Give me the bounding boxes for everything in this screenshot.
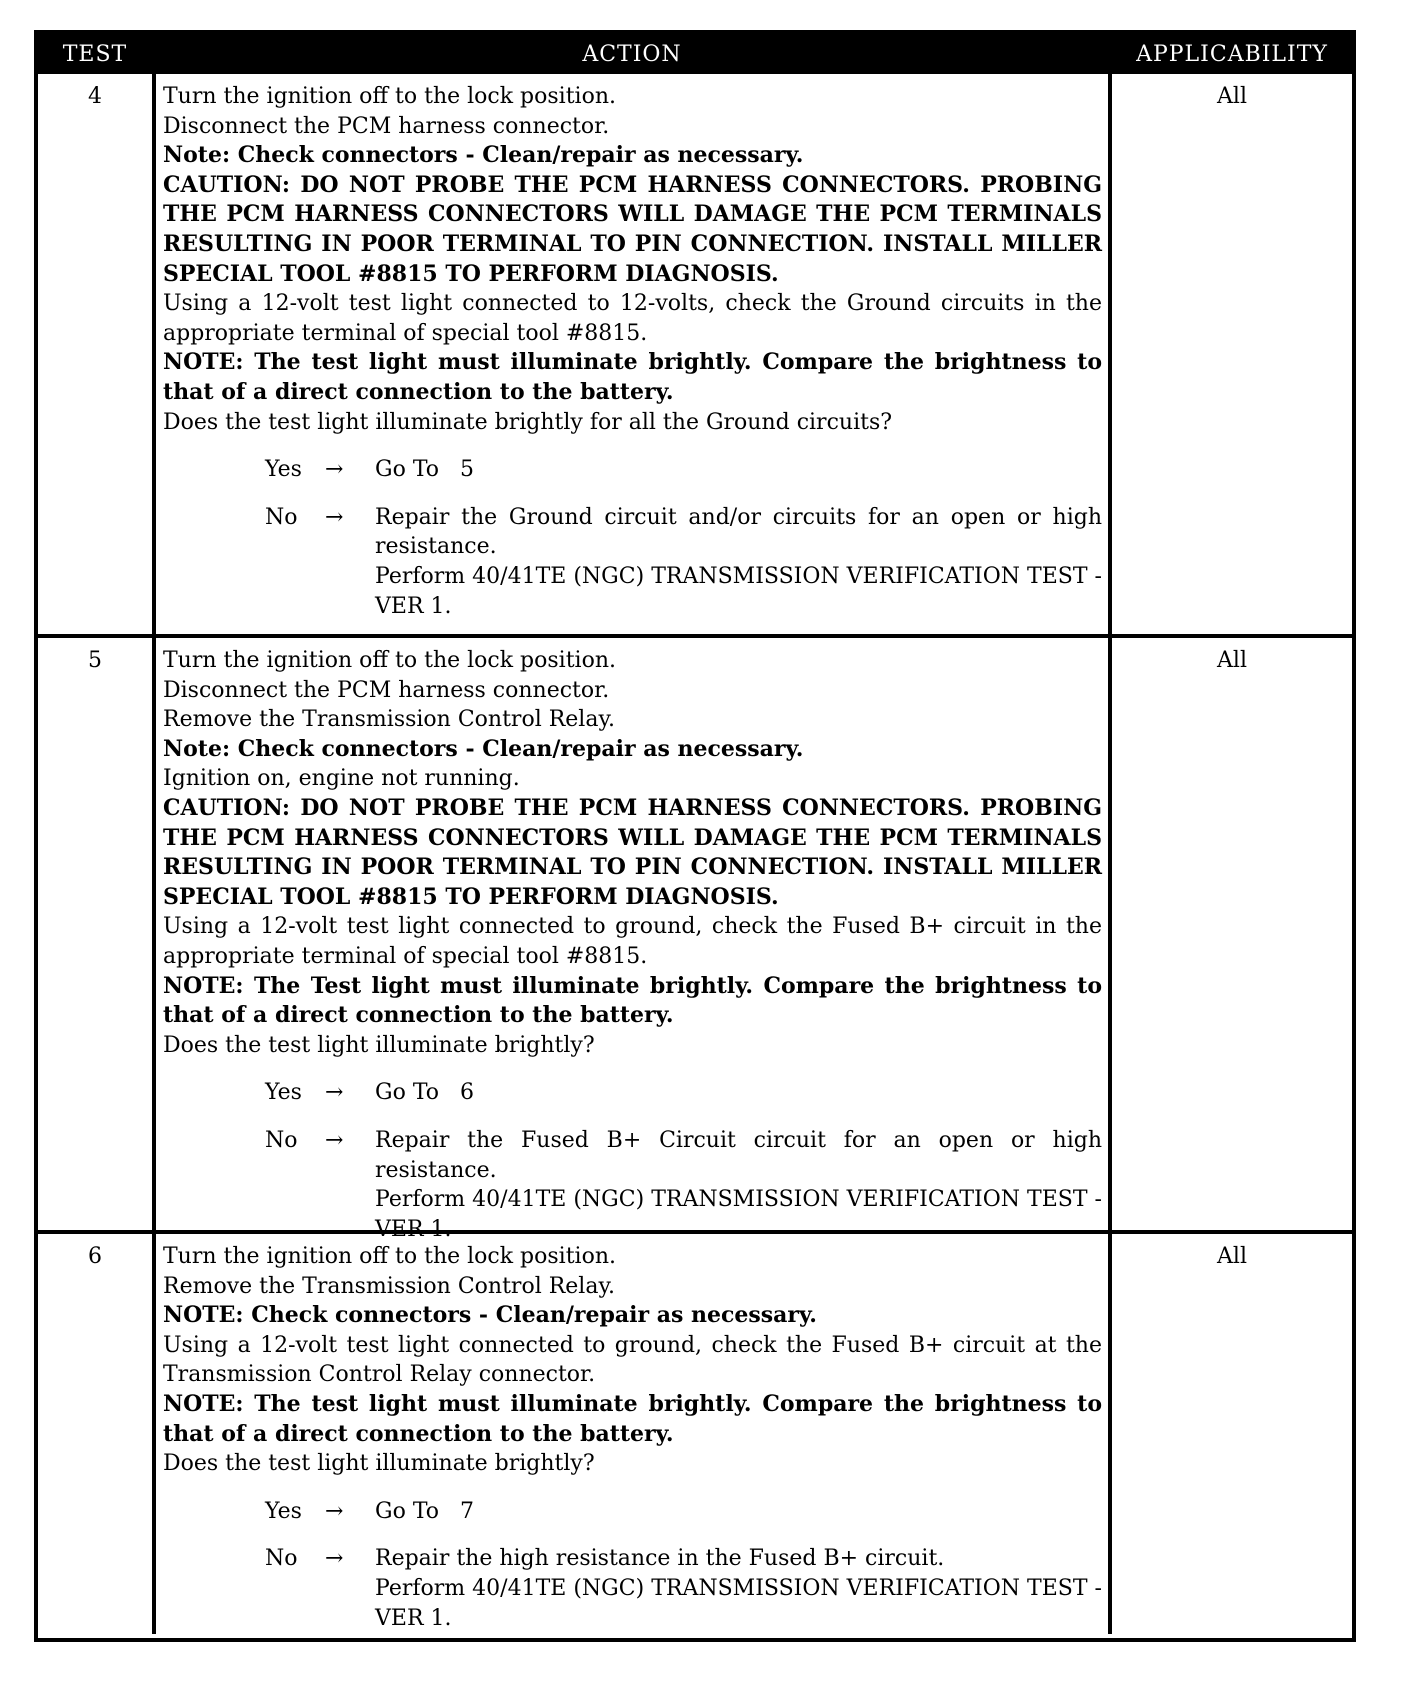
no-result — [375, 1544, 1102, 1633]
test-number: 4 — [88, 84, 102, 109]
test-number: 6 — [88, 1244, 102, 1269]
question-text: Does the test light illuminate brightly? — [163, 1451, 595, 1477]
action-step: Disconnect the PCM harness connector. — [163, 113, 610, 139]
action-cell — [152, 638, 1112, 1242]
caution-text: CAUTION: DO NOT PROBE THE PCM HARNESS CONNECTORS. PROBING THE PCM HARNESS CONNECTORS WILL DAMAGE THE PCM TERMINALS RESULTING IN POOR TERMINAL TO PIN CONNECTION. INSTALL MILLER SPECIAL TOOL #8815 TO PERFORM DIAGNOSIS. — [163, 171, 1102, 287]
action-step: Ignition on, engine not running. — [163, 766, 520, 792]
no-repair-text: Repair the Ground circuit and/or circuits for an open or high resistance. — [375, 504, 1102, 560]
table-row — [38, 74, 1352, 634]
header-applicability: APPLICABILITY — [1136, 41, 1328, 67]
no-repair-text: Repair the high resistance in the Fused B+ circuit. — [375, 1546, 945, 1572]
no-result — [375, 503, 1102, 621]
no-branch — [265, 1126, 1102, 1244]
no-label: No — [265, 1127, 298, 1153]
arrow-right-icon: → — [325, 1080, 344, 1106]
no-repair-text: Repair the Fused B+ Circuit circuit for an open or high resistance. — [375, 1127, 1102, 1183]
yes-result: Go To 6 — [375, 1080, 474, 1106]
note-text: NOTE: The test light must illuminate brightly. Compare the brightness to that of a direct connection to the battery. — [163, 1390, 1102, 1447]
verification-text: Perform 40/41TE (NGC) TRANSMISSION VERIFICATION TEST - VER 1. — [375, 1187, 1102, 1242]
applicability-value: All — [1217, 648, 1247, 673]
action-step: Using a 12-volt test light connected to 12-volts, check the Ground circuits in the appropriate terminal of special tool #8815. — [163, 291, 1102, 346]
applicability-value: All — [1217, 84, 1247, 109]
arrow-right-icon: → — [325, 1498, 344, 1524]
arrow-right-icon: → — [325, 1127, 344, 1153]
no-result — [375, 1126, 1102, 1244]
table-row — [38, 634, 1352, 1242]
action-cell — [152, 74, 1112, 634]
action-step: Turn the ignition off to the lock position. — [163, 1244, 616, 1269]
yes-result: Go To 5 — [375, 457, 474, 483]
arrow-right-icon: → — [325, 457, 344, 483]
action-step: Remove the Transmission Control Relay. — [163, 1273, 615, 1299]
no-branch — [265, 503, 1102, 621]
caution-text: CAUTION: DO NOT PROBE THE PCM HARNESS CONNECTORS. PROBING THE PCM HARNESS CONNECTORS WILL DAMAGE THE PCM TERMINALS RESULTING IN POOR TERMINAL TO PIN CONNECTION. INSTALL MILLER SPECIAL TOOL #8815 TO PERFORM DIAGNOSIS. — [163, 794, 1102, 910]
test-number: 5 — [88, 648, 102, 673]
arrow-right-icon: → — [325, 504, 344, 530]
action-step: Turn the ignition off to the lock position. — [163, 648, 616, 673]
verification-text: Perform 40/41TE (NGC) TRANSMISSION VERIFICATION TEST - VER 1. — [375, 1575, 1102, 1631]
question-text: Does the test light illuminate brightly for all the Ground circuits? — [163, 409, 893, 435]
yes-result: Go To 7 — [375, 1498, 474, 1524]
note-text: Note: Check connectors - Clean/repair as necessary. — [163, 735, 804, 762]
no-label: No — [265, 504, 298, 530]
header-action: ACTION — [582, 41, 682, 67]
action-step: Using a 12-volt test light connected to ground, check the Fused B+ circuit in the appropriate terminal of special tool #8815. — [163, 914, 1102, 969]
yes-branch — [265, 1078, 1102, 1108]
note-text: NOTE: The test light must illuminate brightly. Compare the brightness to that of a direct connection to the battery. — [163, 349, 1102, 405]
diagnostic-test-table — [34, 30, 1356, 1642]
action-step: Remove the Transmission Control Relay. — [163, 707, 615, 733]
question-text: Does the test light illuminate brightly? — [163, 1032, 595, 1058]
arrow-right-icon: → — [325, 1546, 344, 1572]
yes-label: Yes — [265, 1498, 302, 1524]
note-text: Note: Check connectors - Clean/repair as necessary. — [163, 142, 804, 169]
yes-branch — [265, 455, 1102, 485]
no-branch — [265, 1544, 1102, 1633]
action-step: Turn the ignition off to the lock position. — [163, 84, 616, 109]
note-text: NOTE: The Test light must illuminate brightly. Compare the brightness to that of a direct connection to the battery. — [163, 972, 1102, 1029]
no-label: No — [265, 1546, 298, 1572]
verification-text: Perform 40/41TE (NGC) TRANSMISSION VERIFICATION TEST - VER 1. — [375, 563, 1102, 619]
yes-branch — [265, 1497, 1102, 1527]
note-text: NOTE: Check connectors - Clean/repair as necessary. — [163, 1302, 817, 1329]
applicability-value: All — [1217, 1244, 1247, 1269]
header-test: TEST — [62, 41, 128, 67]
action-step: Disconnect the PCM harness connector. — [163, 677, 610, 703]
action-cell — [152, 1234, 1112, 1634]
table-row — [38, 1230, 1352, 1634]
table-header — [38, 34, 1352, 74]
yes-label: Yes — [265, 1080, 302, 1106]
yes-label: Yes — [265, 457, 302, 483]
action-step: Using a 12-volt test light connected to ground, check the Fused B+ circuit at the Transmission Control Relay connector. — [163, 1332, 1102, 1388]
